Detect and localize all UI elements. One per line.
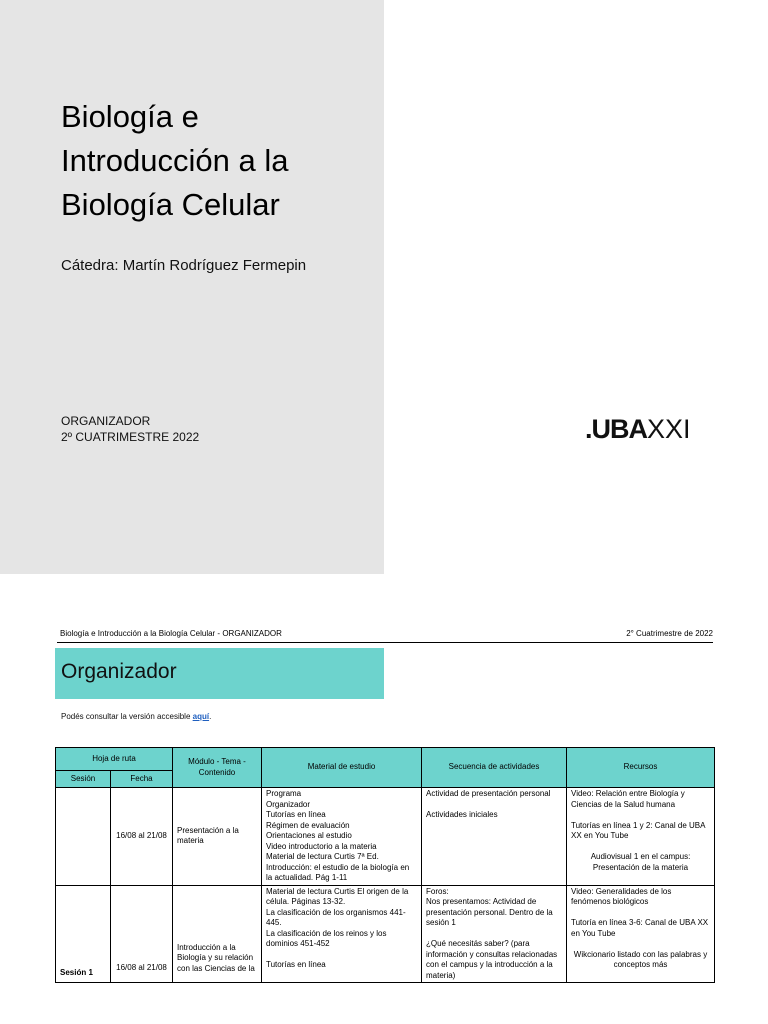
material-cell <box>262 885 422 983</box>
material-item: Tutorías en línea <box>266 810 326 819</box>
spacer <box>426 800 562 811</box>
spacer <box>426 929 562 940</box>
accessible-version-link[interactable]: aquí <box>192 712 210 721</box>
logo-thin-text: XXI <box>647 414 691 444</box>
table-header-row <box>56 748 715 771</box>
activity-item: Actividad de presentación personal <box>426 789 551 798</box>
access-note-suffix: . <box>209 712 212 721</box>
cover-title <box>61 95 361 227</box>
activity-item: ¿Qué necesitás saber? (para información y consultas relacionadas con el campus y la introducción a la materia) <box>426 939 558 980</box>
resource-item: Tutoría en línea 3-6: Canal de UBA XX en You Tube <box>571 918 709 938</box>
term-label: 2º CUATRIMESTRE 2022 <box>61 430 200 444</box>
resources-cell <box>567 788 715 886</box>
module-cell: Presentación a la materia <box>173 788 262 886</box>
session-cell <box>56 788 111 886</box>
spacer <box>571 939 710 950</box>
spacer <box>571 842 710 853</box>
header-material: Material de estudio <box>262 748 422 788</box>
logo-bold-text: .UBA <box>585 414 647 444</box>
page-header-right: 2° Cuatrimestre de 2022 <box>626 629 713 638</box>
header-session: Sesión <box>56 771 111 788</box>
date-cell: 16/08 al 21/08 <box>111 885 173 983</box>
activity-item: Foros: <box>426 886 449 896</box>
material-item: Régimen de evaluación <box>266 820 350 830</box>
spacer <box>266 950 417 961</box>
material-item: La clasificación de los reinos y los dominios 451-452 <box>266 928 387 948</box>
activities-cell <box>422 788 567 886</box>
resources-cell <box>567 885 715 983</box>
cover-title-line: Introducción a la <box>61 143 289 178</box>
resource-item: Video: Generalidades de los fenómenos biológicos <box>571 886 672 906</box>
spacer <box>571 908 710 919</box>
access-note <box>61 712 211 721</box>
activity-item: Nos presentamos: Actividad de presentación personal. Dentro de la sesión 1 <box>426 897 553 927</box>
date-cell: 16/08 al 21/08 <box>111 788 173 886</box>
resource-item: Tutorías en línea 1 y 2: Canal de UBA XX en You Tube <box>571 820 706 840</box>
material-item: Material de lectura Curtis 7ª Ed. <box>266 852 379 861</box>
page-header-left: Biología e Introducción a la Biología Celular - ORGANIZADOR <box>60 629 282 638</box>
material-item: Orientaciones al estudio <box>266 831 352 840</box>
page-header <box>57 629 713 643</box>
material-item: Organizador <box>266 799 311 809</box>
cover-title-line: Biología e <box>61 99 199 134</box>
organizer-banner <box>55 648 384 699</box>
uba-xxi-logo <box>585 413 691 445</box>
spacer <box>571 810 710 821</box>
cover-panel <box>0 0 384 574</box>
table-row <box>56 885 715 983</box>
table-row <box>56 788 715 886</box>
resource-item: Audiovisual 1 en el campus: Presentación de la materia <box>590 852 691 872</box>
session-cell: Sesión 1 <box>56 885 111 983</box>
material-item: La clasificación de los organismos 441-445. <box>266 907 406 927</box>
access-note-text: Podés consultar la versión accesible <box>61 712 193 721</box>
cover-title-line: Biología Celular <box>61 187 280 222</box>
organizer-title: Organizador <box>61 660 177 683</box>
material-cell <box>262 788 422 886</box>
header-module: Módulo - Tema - Contenido <box>173 748 262 788</box>
schedule-table <box>55 747 715 983</box>
material-item: Video introductorio a la materia <box>266 841 377 851</box>
header-activities: Secuencia de actividades <box>422 748 567 788</box>
cover-organizer-block <box>61 413 199 445</box>
material-item: Programa <box>266 789 302 798</box>
material-item: Introducción: el estudio de la biología en la actualidad. Pág 1-11 <box>266 862 410 882</box>
module-cell: Introducción a la Biología y su relación con las Ciencias de la <box>173 885 262 983</box>
material-item: Tutorías en línea <box>266 960 326 969</box>
header-roadmap: Hoja de ruta <box>56 748 173 771</box>
cover-chair: Cátedra: Martín Rodríguez Fermepin <box>61 257 307 274</box>
organizer-label: ORGANIZADOR <box>61 414 151 428</box>
resource-item: Video: Relación entre Biología y Ciencias de la Salud humana <box>571 789 685 809</box>
activities-cell <box>422 885 567 983</box>
activity-item: Actividades iniciales <box>426 810 498 819</box>
header-date: Fecha <box>111 771 173 788</box>
material-item: Material de lectura Curtis El origen de la célula. Páginas 13-32. <box>266 886 409 906</box>
resource-item: Wikcionario listado con las palabras y conceptos más <box>573 949 708 969</box>
header-resources: Recursos <box>567 748 715 788</box>
